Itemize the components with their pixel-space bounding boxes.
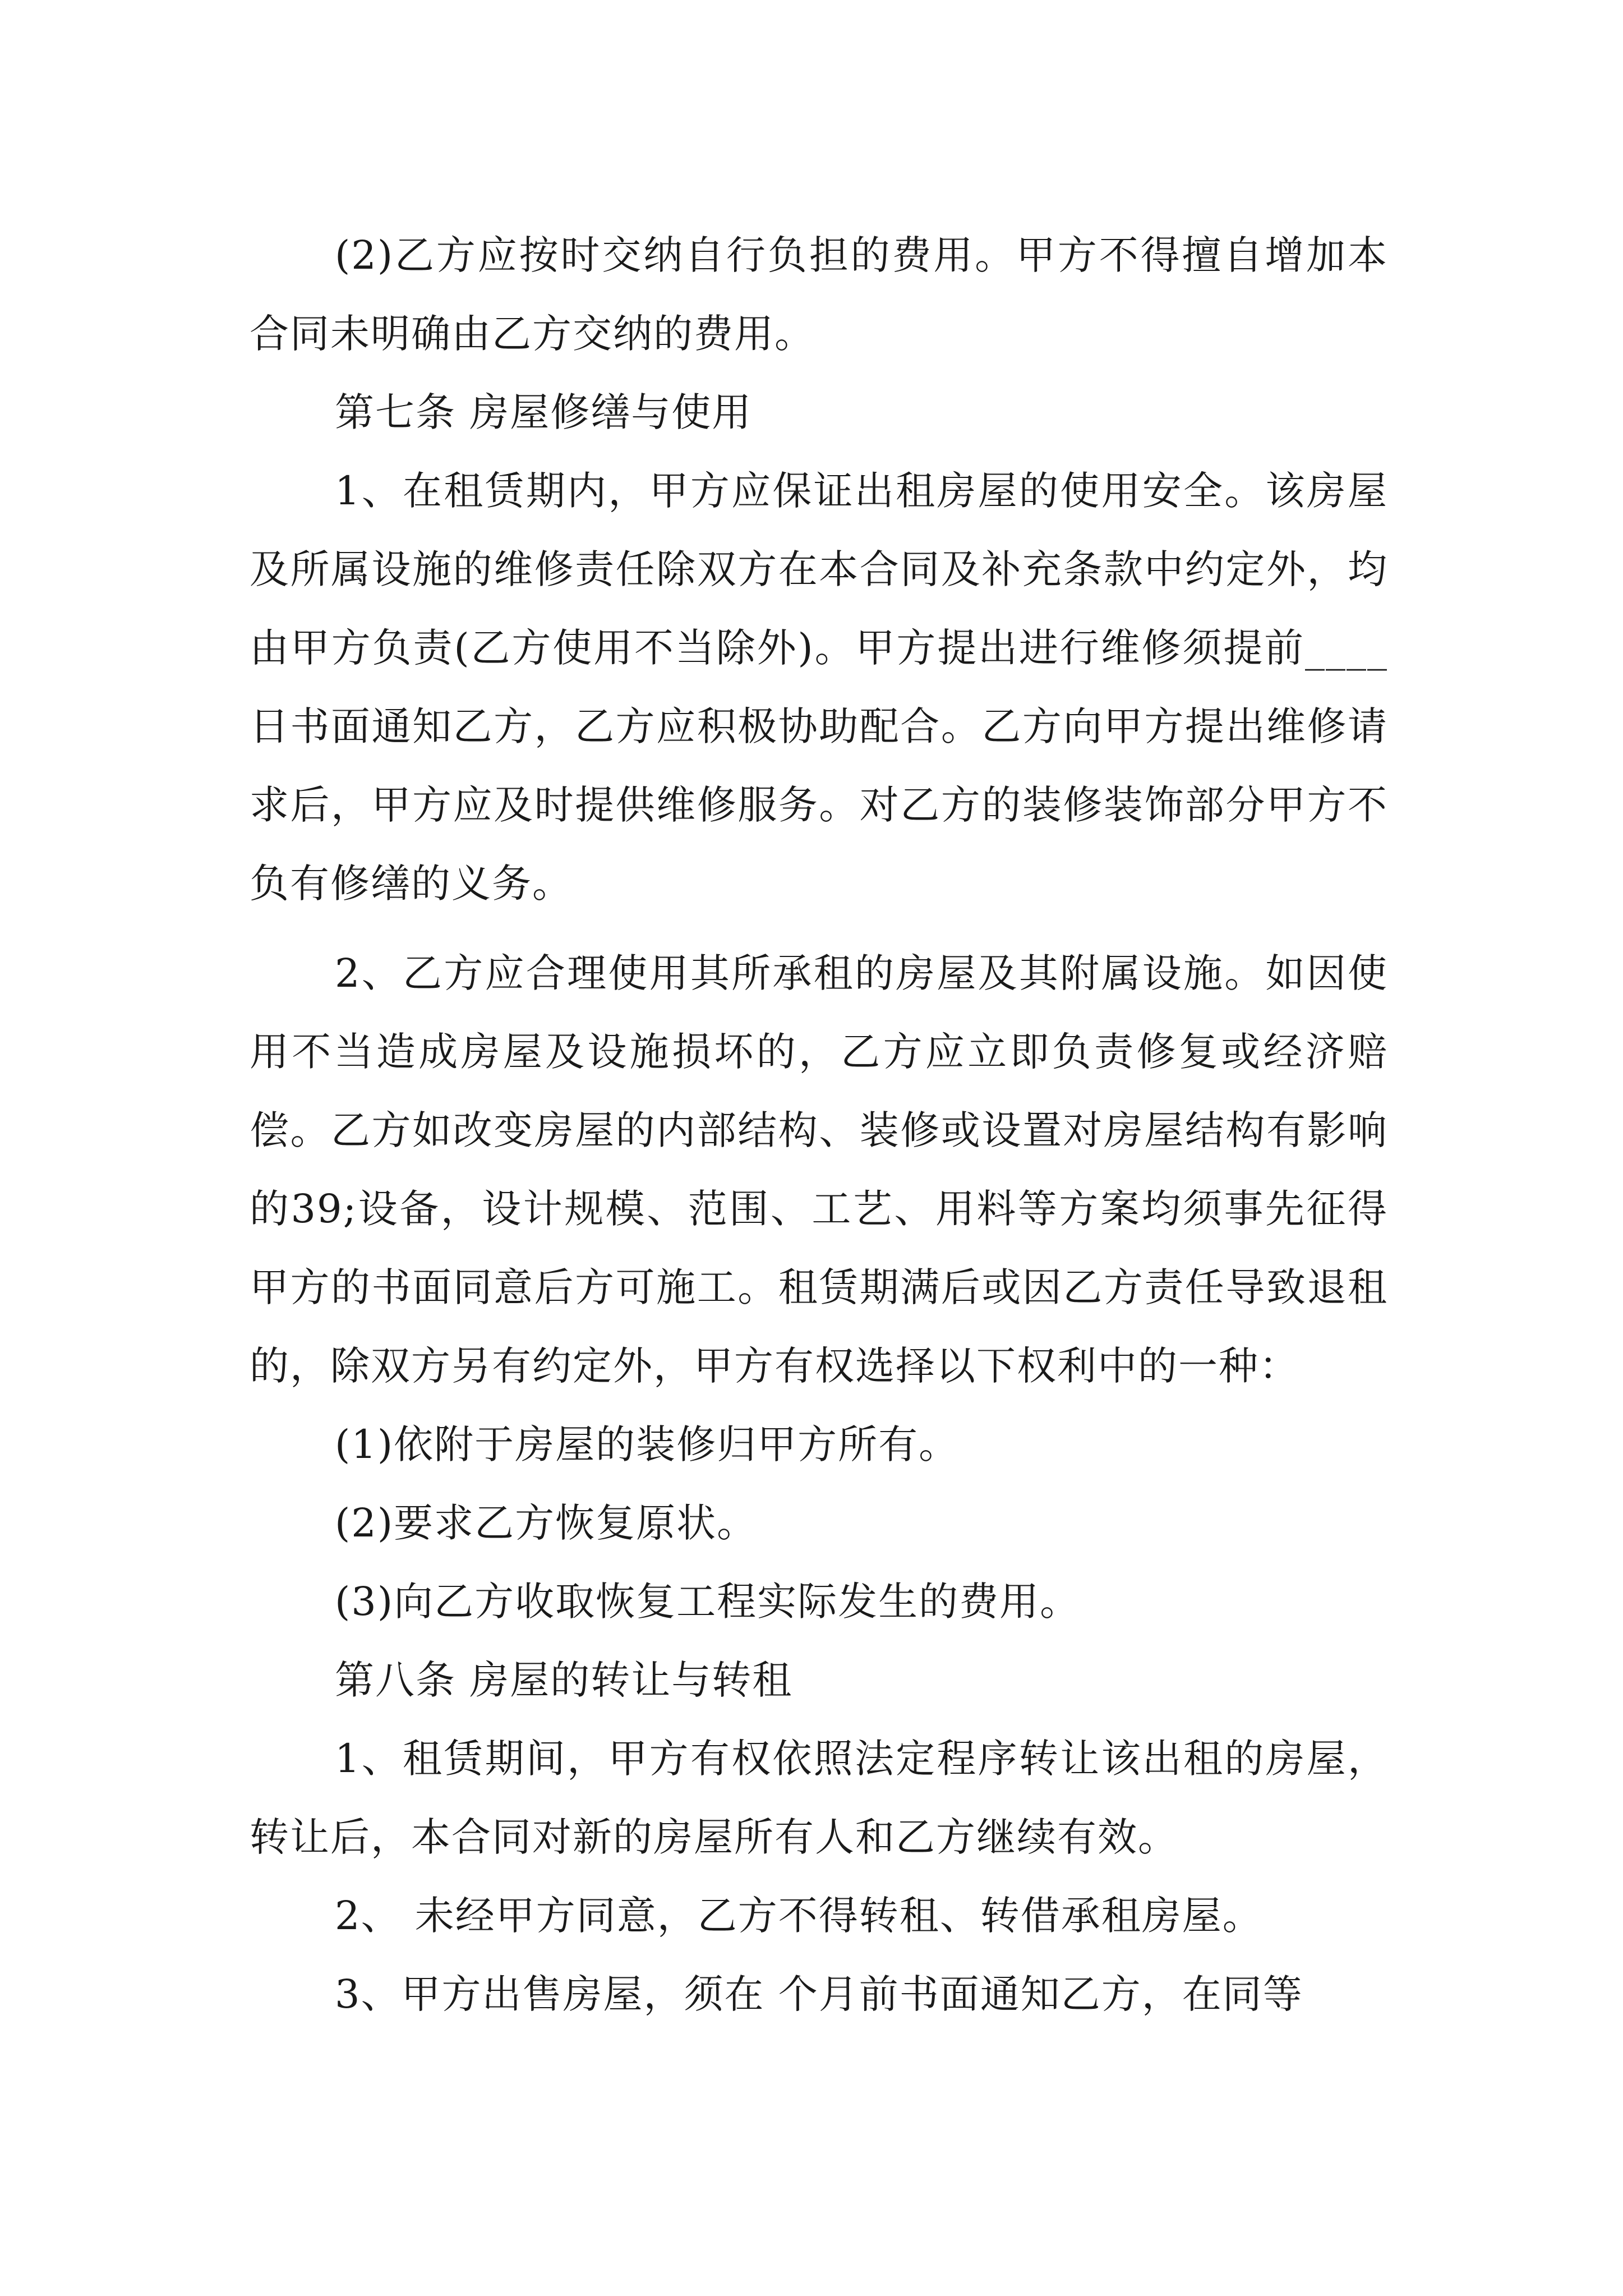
paragraph-transfer-clause-1: 1、租赁期间，甲方有权依照法定程序转让该出租的房屋，转让后，本合同对新的房屋所有人和乙方继续有效。: [250, 1736, 1388, 1860]
paragraph-repair-clause-1: 1、在租赁期内，甲方应保证出租房屋的使用安全。该房屋及所属设施的维修责任除双方在本合同及补充条款中约定外，均由甲方负责(乙方使用不当除外)。甲方提出进行维修须提前____日书面通知乙方，乙方应积极协助配合。乙方向甲方提出维修请求后，甲方应及时提供维修服务。对乙方的装修装饰部分甲方不负有修缮的义务。: [250, 468, 1388, 907]
paragraph-option-3: (3)向乙方收取恢复工程实际发生的费用。: [335, 1579, 1081, 1625]
section-heading-article-8: 第八条 房屋的转让与转租: [335, 1657, 793, 1703]
paragraph-sublease-clause-2: 2、 未经甲方同意，乙方不得转租、转借承租房屋。: [335, 1893, 1263, 1939]
paragraph-option-2: (2)要求乙方恢复原状。: [335, 1500, 758, 1546]
section-heading-article-7: 第七条 房屋修缮与使用: [335, 389, 753, 435]
paragraph-option-1: (1)依附于房屋的装修归甲方所有。: [335, 1421, 960, 1467]
document-body: [250, 216, 1388, 2033]
paragraph-use-clause-2: 2、乙方应合理使用其所承租的房屋及其附属设施。如因使用不当造成房屋及设施损坏的，乙方应立即负责修复或经济赔偿。乙方如改变房屋的内部结构、装修或设置对房屋结构有影响的39;设备，设计规模、范围、工艺、用料等方案均须事先征得甲方的书面同意后方可施工。租赁期满后或因乙方责任导致退租的，除双方另有约定外，甲方有权选择以下权利中的一种：: [250, 950, 1388, 1389]
paragraph-sale-clause-3: 3、甲方出售房屋，须在 个月前书面通知乙方，在同等: [335, 1971, 1303, 2017]
paragraph-fee-clause-2: (2)乙方应按时交纳自行负担的费用。甲方不得擅自增加本合同未明确由乙方交纳的费用。: [250, 232, 1388, 357]
